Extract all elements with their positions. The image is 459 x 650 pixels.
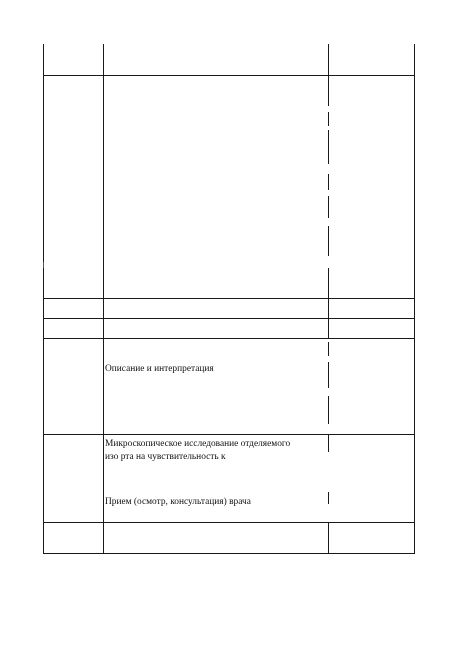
cell-microscopic-line1: Микроскопическое исследование отделяемого <box>105 439 291 449</box>
col2-divider-seg <box>328 76 329 106</box>
row-line-6 <box>43 522 415 523</box>
cell-microscopic-line2: изо рта на чувствительность к <box>105 452 226 462</box>
col2-divider-seg <box>328 174 329 190</box>
col2-divider-seg <box>328 268 329 298</box>
row-line-5 <box>43 434 415 435</box>
col2-divider-seg <box>328 342 329 356</box>
table-right-border <box>414 44 415 554</box>
col2-divider-seg <box>328 196 329 218</box>
col2-divider-seg <box>328 492 329 504</box>
row-line-4 <box>43 338 415 339</box>
row-line-bottom <box>43 553 415 554</box>
row-line-2 <box>43 298 415 299</box>
col2-divider-seg <box>328 362 329 388</box>
left-tick <box>43 262 44 268</box>
col2-divider-seg <box>328 434 329 452</box>
col2-divider-seg <box>328 112 329 126</box>
col2-divider-seg <box>328 522 329 554</box>
row-line-3 <box>43 318 415 319</box>
table-left-border <box>43 44 44 554</box>
cell-doctor-reception: Прием (осмотр, консультация) врача <box>105 497 251 507</box>
table-col1-divider <box>103 44 104 554</box>
col2-divider-seg <box>328 226 329 256</box>
row-line-1 <box>43 75 415 76</box>
col2-divider-seg <box>328 130 329 164</box>
cell-description-interpretation: Описание и интерпретация <box>105 364 214 374</box>
table-col2-divider-top <box>328 44 329 76</box>
col2-divider-seg <box>328 396 329 424</box>
col2-divider-seg <box>328 298 329 318</box>
col2-divider-seg <box>328 318 329 338</box>
